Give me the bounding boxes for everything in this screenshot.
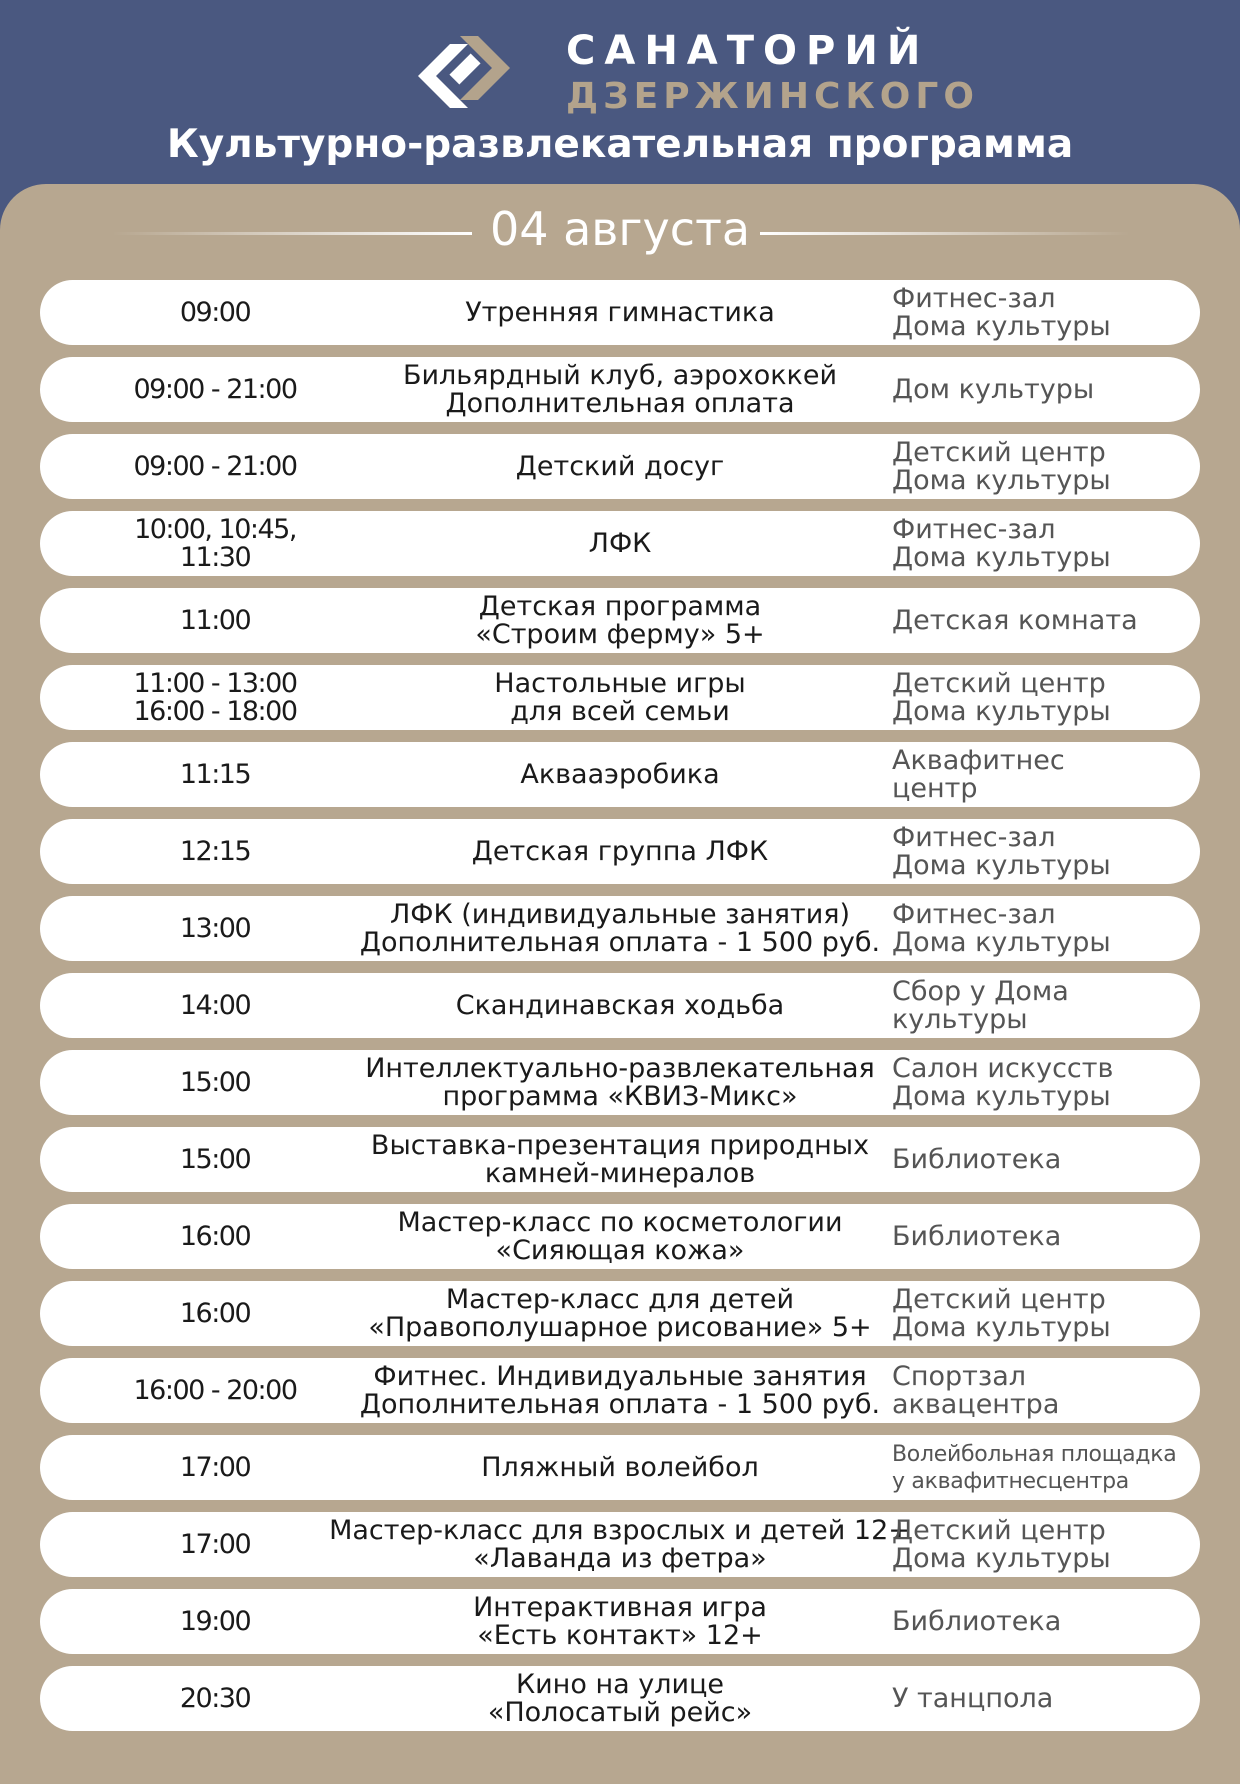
schedule-row [40,819,1200,884]
event-location: Детский центр Дома культуры [892,667,1111,727]
sanatorium-logo-icon [410,18,518,126]
event-location: Волейбольная площадка у аквафитнесцентра [892,1441,1177,1494]
event-time: 14:00 [179,989,251,1021]
event-title: Бильярдный клуб, аэрохоккей Дополнительная оплата [402,359,838,419]
schedule-row [40,511,1200,576]
event-title: Мастер-класс для взрослых и детей 12+ «Лаванда из фетра» [329,1514,911,1574]
event-title: Настольные игры для всей семьи [494,667,746,727]
schedule-row [40,280,1200,345]
event-time: 12:15 [179,835,251,867]
event-time: 16:00 - 20:00 [133,1374,297,1406]
event-time: 15:00 [179,1066,251,1098]
event-time: 17:00 [179,1451,251,1483]
event-title: Мастер-класс по косметологии «Сияющая кожа» [397,1206,843,1266]
brand-name [566,28,979,120]
event-location: Фитнес-зал Дома культуры [892,282,1111,342]
event-title: ЛФК (индивидуальные занятия) Дополнительная оплата - 1 500 руб. [359,898,881,958]
schedule-row [40,1050,1200,1115]
page-title: Культурно-развлекательная программа [166,122,1074,167]
event-title: Интеллектуально-развлекательная программа «КВИЗ-Микс» [365,1052,875,1112]
schedule-row [40,1204,1200,1269]
event-time: 19:00 [179,1605,251,1637]
schedule-row [40,973,1200,1038]
event-time: 16:00 [179,1297,251,1329]
schedule-row [40,434,1200,499]
event-title: Интерактивная игра «Есть контакт» 12+ [473,1591,767,1651]
event-location: Сбор у Дома культуры [892,975,1069,1035]
event-location: У танцпола [892,1682,1054,1714]
event-time: 15:00 [179,1143,251,1175]
event-time: 16:00 [179,1220,251,1252]
event-location: Детский центр Дома культуры [892,436,1111,496]
event-title: Пляжный волейбол [481,1451,759,1483]
schedule-row [40,896,1200,961]
event-title: Мастер-класс для детей «Правополушарное рисование» 5+ [368,1283,872,1343]
event-location: Детский центр Дома культуры [892,1514,1111,1574]
schedule-row [40,1666,1200,1731]
schedule-row [40,1281,1200,1346]
schedule-row [40,1435,1200,1500]
event-time: 11:00 - 13:00 16:00 - 18:00 [133,667,297,727]
brand-line-2: ДЗЕРЖИНСКОГО [566,76,979,117]
event-time: 20:30 [179,1682,251,1714]
event-title: Кино на улице «Полосатый рейс» [487,1668,753,1728]
schedule-row [40,1358,1200,1423]
schedule-row [40,742,1200,807]
schedule-row [40,1127,1200,1192]
event-location: Дом культуры [892,373,1095,405]
event-location: Детский центр Дома культуры [892,1283,1111,1343]
event-title: Утренняя гимнастика [465,296,775,328]
event-title: Выставка-презентация природных камней-минералов [370,1129,870,1189]
event-time: 17:00 [179,1528,251,1560]
schedule-row [40,357,1200,422]
event-time: 09:00 - 21:00 [133,450,297,482]
event-title: Фитнес. Индивидуальные занятия Дополнительная оплата - 1 500 руб. [359,1360,881,1420]
event-title: Скандинавская ходьба [455,989,785,1021]
event-title: ЛФК [588,527,652,559]
event-title: Детская программа «Строим ферму» 5+ [475,590,765,650]
schedule-row [40,1589,1200,1654]
schedule-row [40,1512,1200,1577]
event-location: Библиотека [892,1143,1062,1175]
event-location: Фитнес-зал Дома культуры [892,513,1111,573]
event-location: Библиотека [892,1605,1062,1637]
event-time: 09:00 - 21:00 [133,373,297,405]
event-time: 13:00 [179,912,251,944]
event-location: Салон искусств Дома культуры [892,1052,1114,1112]
schedule-row [40,665,1200,730]
schedule-row [40,588,1200,653]
event-title: Аквааэробика [520,758,720,790]
event-location: Аквафитнес центр [892,744,1065,804]
event-time: 10:00, 10:45, 11:30 [134,513,296,573]
event-time: 11:15 [179,758,251,790]
event-time: 09:00 [179,296,251,328]
event-location: Фитнес-зал Дома культуры [892,821,1111,881]
event-location: Спортзал аквацентра [892,1360,1060,1420]
header [0,0,1240,200]
event-location: Фитнес-зал Дома культуры [892,898,1111,958]
schedule-date: 04 августа [489,202,751,256]
event-location: Детская комната [892,604,1138,636]
brand-line-1: САНАТОРИЙ [566,28,930,74]
event-title: Детская группа ЛФК [471,835,769,867]
event-time: 11:00 [179,604,251,636]
event-title: Детский досуг [515,450,725,482]
event-location: Библиотека [892,1220,1062,1252]
